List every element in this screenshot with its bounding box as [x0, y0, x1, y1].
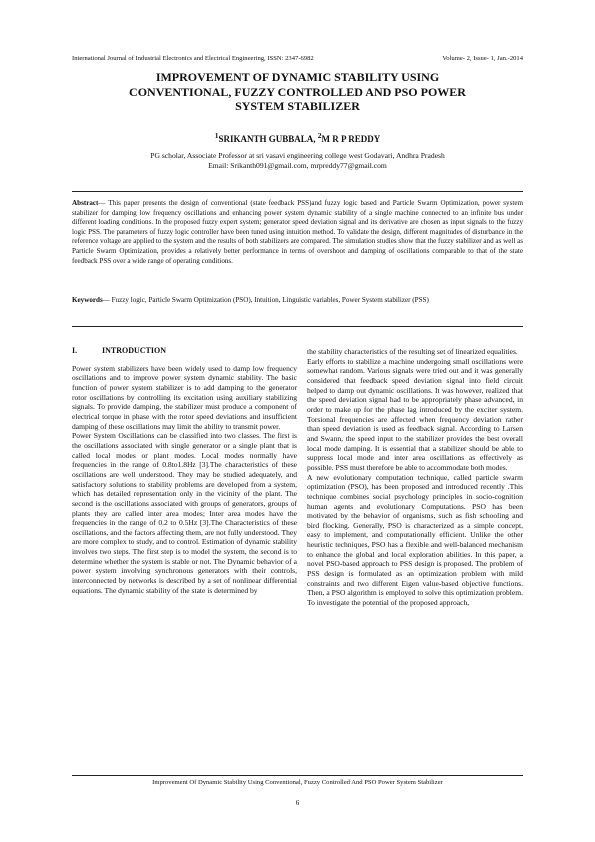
running-footer: Improvement Of Dynamic Stability Using Conventional, Fuzzy Controlled And PSO Power System Stabilizer	[152, 779, 443, 786]
abstract-label: Abstract	[72, 199, 99, 207]
author-superscript: 1	[214, 131, 219, 140]
author-name: SRIKANTH GUBBALA,	[218, 134, 318, 144]
paragraph: the stability characteristics of the resulting set of linearized equalities.	[307, 347, 518, 356]
divider	[72, 191, 523, 192]
left-column	[72, 346, 297, 595]
page-number: 6	[295, 799, 300, 807]
section-heading	[72, 346, 297, 356]
journal-info: International Journal of Industrial Electronics and Electrical Engineering, ISSN: 2347-6982	[72, 55, 314, 62]
affiliation-block	[60, 151, 535, 171]
affiliation: PG scholar, Associate Professor at sri vasavi engineering college west Godavari, Andhra Pradesh	[150, 151, 445, 160]
right-column	[307, 347, 523, 608]
paragraph: Power System Oscillations can be classified into two classes. The first is the oscillations associated with single generator or a single plant that is called local modes or plant modes. Local modes normally have frequencies in the range of 0.8to1.8Hz [3].The characteristics of these oscillations are well understood. They may be studied adequately, and satisfactory solutions to stability problems are developed from a system, which has detailed representation only in the vicinity of the plant. The second is the oscillations associated with groups of generators, groups of plants they are called inter area modes; Inter area modes have the frequencies in the range of 0.2 to 0.5Hz [3].The Characteristics of these oscillations, and the factors affecting them, are not fully understood. They are more complex to study, and to control. Estimation of dynamic stability involves two steps. The first step is to model the system, the second is to determine whether the system is stable or not. The Dynamic behavior of a power system involving synchronous generators with their controls, interconnected by networks is described by a set of nonlinear differential equations. The dynamic stability of the state is determined by	[72, 431, 297, 595]
title-line: SYSTEM STABILIZER	[235, 99, 360, 113]
paragraph: Early efforts to stabilize a machine undergoing small oscillations were somewhat random. Various signals were tried out and it was generally considered that feedback speed deviation signal into field circuit helped to damp out dynamic oscillations. It was however, realized that the speed deviation signal had to be appropriately phase advanced, in order to make up for the phase lag introduced by the exciter system. Torsional frequencies are affected when frequency deviation rather than speed deviation is used as feedback signal. According to Larsen and Swann, the speed input to the stabilizer provides the best overall local mode damping. It is essential that a stabilizer should be able to suppress local mode and inter area oscillations as effectively as possible. PSS must therefore be able to accommodate both modes.	[307, 356, 523, 472]
running-header	[72, 55, 523, 65]
author-list	[60, 131, 535, 144]
paragraph: Power system stabilizers have been widely used to damp low frequency oscillations and to improve power system dynamic stability. The basic function of power system stabilizer is to add damping to the generator rotor oscillations by controlling its excitation using auxiliary stabilizing signals. To provide damping, the stabilizer must produce a component of electrical torque in phase with the rotor speed deviations and insufficient damping of these oscillations may limit the ability to transmit power.	[72, 363, 297, 431]
divider	[72, 326, 523, 327]
author-name: M R P REDDY	[321, 134, 381, 144]
title-line: CONVENTIONAL, FUZZY CONTROLLED AND PSO POWER	[129, 84, 466, 99]
abstract-text: — This paper presents the design of conventional (state feedback PSS)and fuzzy logic based and Particle Swarm Optimization, power system stabilizer for damping low frequency oscillations and enhancing power system dynamic stability of a single machine connected to an infinite bus under different loading conditions. In the proposed fuzzy expert system; generator speed deviation signal and its derivative are chosen as input signals to the fuzzy logic PSS. The parameters of fuzzy logic controller have been tuned using intuition method. To validate the design, different magnitudes of disturbance in the reference voltage are applied to the system and the results of both stabilizers are compared. The simulation studies show that the fuzzy stabilizer and as well as Particle Swarm Optimization, provides a relatively better performance in terms of overshoot and damping of oscillations comparable to that of the state feedback PSS over a wide range of operating conditions.	[72, 199, 523, 265]
footer-divider	[72, 775, 523, 776]
keywords-label: Keywords	[72, 296, 103, 304]
author-superscript: 2	[317, 131, 322, 140]
keywords-text: — Fuzzy logic, Particle Swarm Optimization (PSO), Intuition, Linguistic variables, Power System stabilizer (PSS)	[102, 296, 429, 304]
paper-title	[60, 70, 535, 114]
email-line: Email: Srikanth091@gmail.com, mrpreddy77@gmail.com	[208, 161, 387, 170]
volume-info: Volume- 2, Issue- 1, Jan.-2014	[442, 55, 523, 62]
keywords	[72, 296, 523, 306]
paragraph: A new evolutionary computation technique, called particle swarm optimization (PSO), has been proposed and introduced recently .This technique combines social psychology principles in socio-cognition human agents and evolutionary Computations. PSO has been motivated by the behavior of organisms, such as fish schooling and bird flocking. Generally, PSO is characterized as a simple concept, easy to implement, and computationally efficient. Unlike the other heuristic techniques, PSO has a flexible and well-balanced mechanism to enhance the global and local exploration abilities. In this paper, a novel PSO-based approach to PSS design is proposed. The problem of PSS design is formulated as an optimization problem with mild constraints and two different Eigen value-based objective functions. Then, a PSO algorithm is employed to solve this optimization problem. To investigate the potential of the proposed approach,	[307, 472, 523, 608]
abstract	[72, 199, 523, 266]
section-number: I.	[72, 346, 78, 355]
title-line: IMPROVEMENT OF DYNAMIC STABILITY USING	[155, 70, 440, 84]
section-title: INTRODUCTION	[102, 346, 167, 355]
